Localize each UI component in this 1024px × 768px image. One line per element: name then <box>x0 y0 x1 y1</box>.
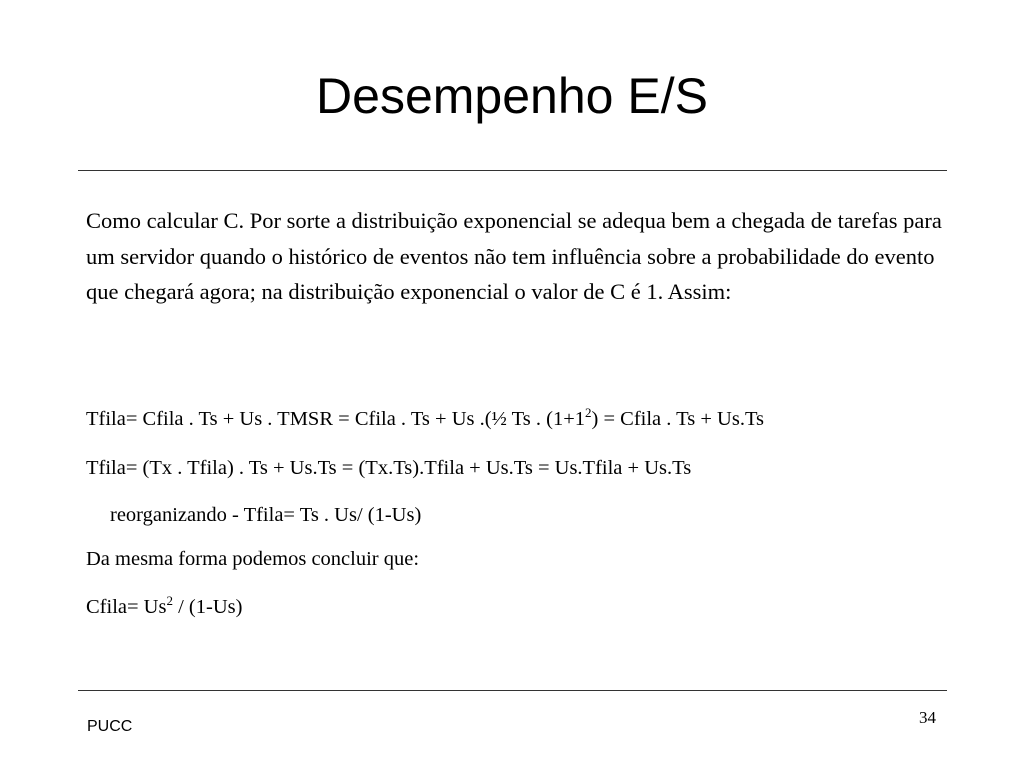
title-divider <box>78 170 947 171</box>
equation-cfila <box>86 594 956 620</box>
equation-cfila-tail: / (1-Us) <box>172 596 243 618</box>
equation-tfila-1-tail: ) = Cfila . Ts + Us.Ts <box>591 408 765 430</box>
footer-divider <box>78 690 947 691</box>
equation-reorganized: reorganizando - Tfila= Ts . Us/ (1-Us) <box>110 504 422 526</box>
equation-tfila-1-superscript: 2 <box>585 405 592 421</box>
footer-institution: PUCC <box>87 718 133 735</box>
slide-title: Desempenho E/S <box>316 68 708 124</box>
page-number: 34 <box>919 708 936 727</box>
equation-tfila-1-text: Tfila= Cfila . Ts + Us . TMSR = Cfila . Ts + Us .(½ Ts . (1+1 <box>86 408 586 430</box>
intro-paragraph: Como calcular C. Por sorte a distribuição exponencial se adequa bem a chegada de tarefas para um servidor quando o histórico de eventos não tem influência sobre a probabilidade do evento que chegará agora; na distribuição exponencial o valor de C é 1. Assim: <box>86 208 942 304</box>
equation-cfila-superscript: 2 <box>166 593 173 609</box>
conclusion-text: Da mesma forma podemos concluir que: <box>86 548 420 570</box>
equation-tfila-2: Tfila= (Tx . Tfila) . Ts + Us.Ts = (Tx.Ts).Tfila + Us.Ts = Us.Tfila + Us.Ts <box>86 457 692 479</box>
equation-cfila-text: Cfila= Us <box>86 596 167 618</box>
equation-tfila-1 <box>86 406 956 432</box>
